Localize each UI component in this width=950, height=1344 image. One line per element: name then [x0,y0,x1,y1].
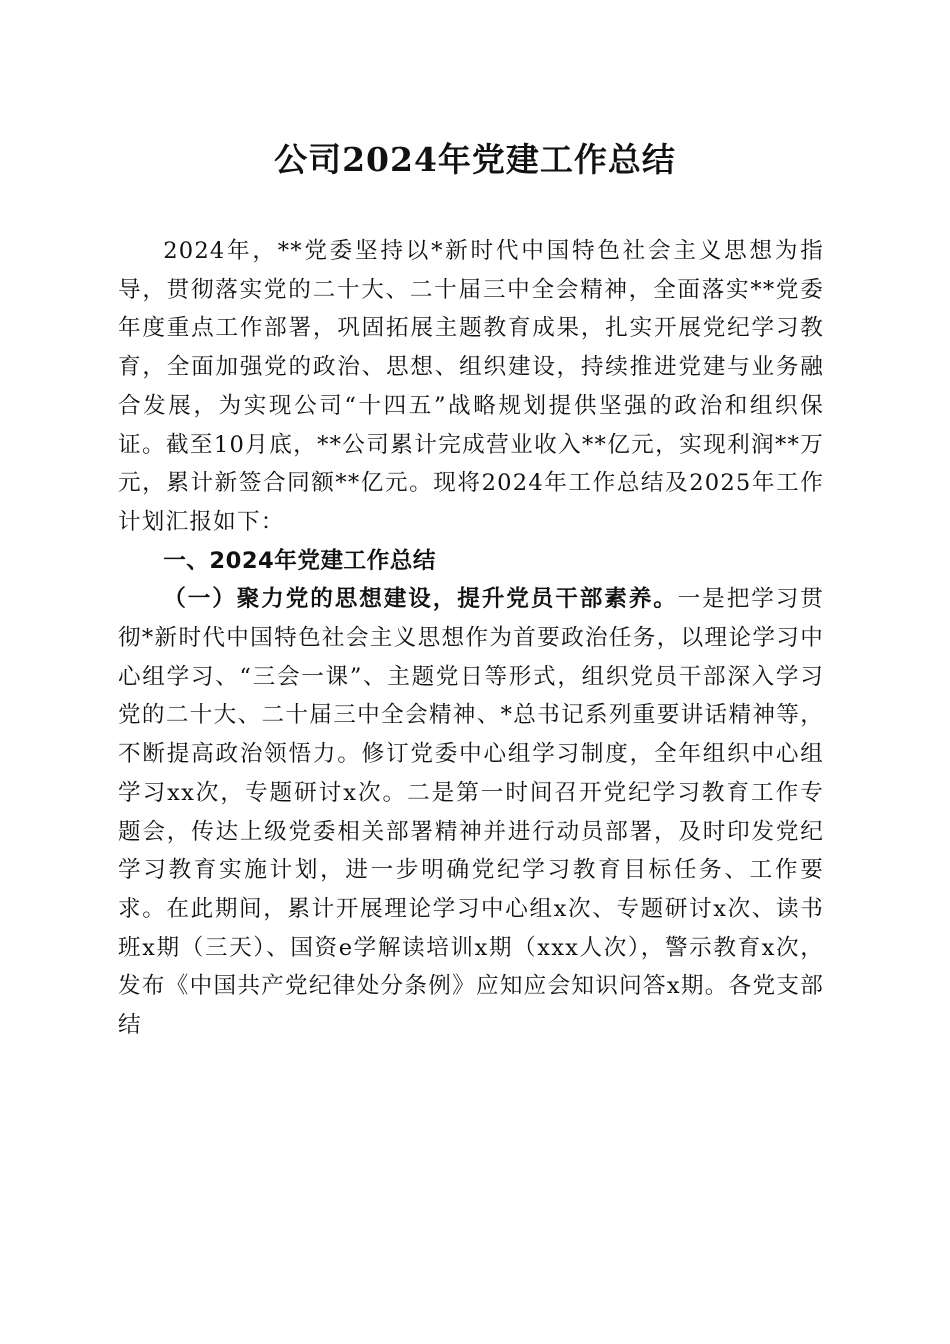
section-heading: 一、2024年党建工作总结 [163,547,436,574]
subsection-text: 一是把学习贯彻*新时代中国特色社会主义思想作为首要政治任务，以理论学习中心组学习、“三会一课”、主题党日等形式，组织党员干部深入学习党的二十大、二十届三中全会精神、*总书记系列重要讲话精神等，不断提高政治领悟力。修订党委中心组学习制度，全年组织中心组学习xx次，专题研讨x次。二是第一时间召开党纪学习教育工作专题会，传达上级党委相关部署精神并进行动员部署，及时印发党纪学习教育实施计划，进一步明确党纪学习教育目标任务、工作要求。在此期间，累计开展理论学习中心组x次、专题研讨x次、读书班x期（三天）、国资e学解读培训x期（xxx人次），警示教育x次，发布《中国共产党纪律处分条例》应知应会知识问答x期。各党支部结 [118,586,824,1039]
document-title: 公司2024年党建工作总结 [274,140,676,179]
subsection-paragraph [118,580,824,1044]
subsection-lead: （一）聚力党的思想建设，提升党员干部素养。 [163,586,678,613]
document-body [118,232,824,1045]
intro-paragraph: 2024年，**党委坚持以*新时代中国特色社会主义思想为指导，贯彻落实党的二十大、二十届三中全会精神，全面落实**党委年度重点工作部署，巩固拓展主题教育成果，扎实开展党纪学习教育，全面加强党的政治、思想、组织建设，持续推进党建与业务融合发展，为实现公司“十四五”战略规划提供坚强的政治和组织保证。截至10月底，**公司累计完成营业收入**亿元，实现利润**万元，累计新签合同额**亿元。现将2024年工作总结及2025年工作计划汇报如下： [118,238,824,535]
